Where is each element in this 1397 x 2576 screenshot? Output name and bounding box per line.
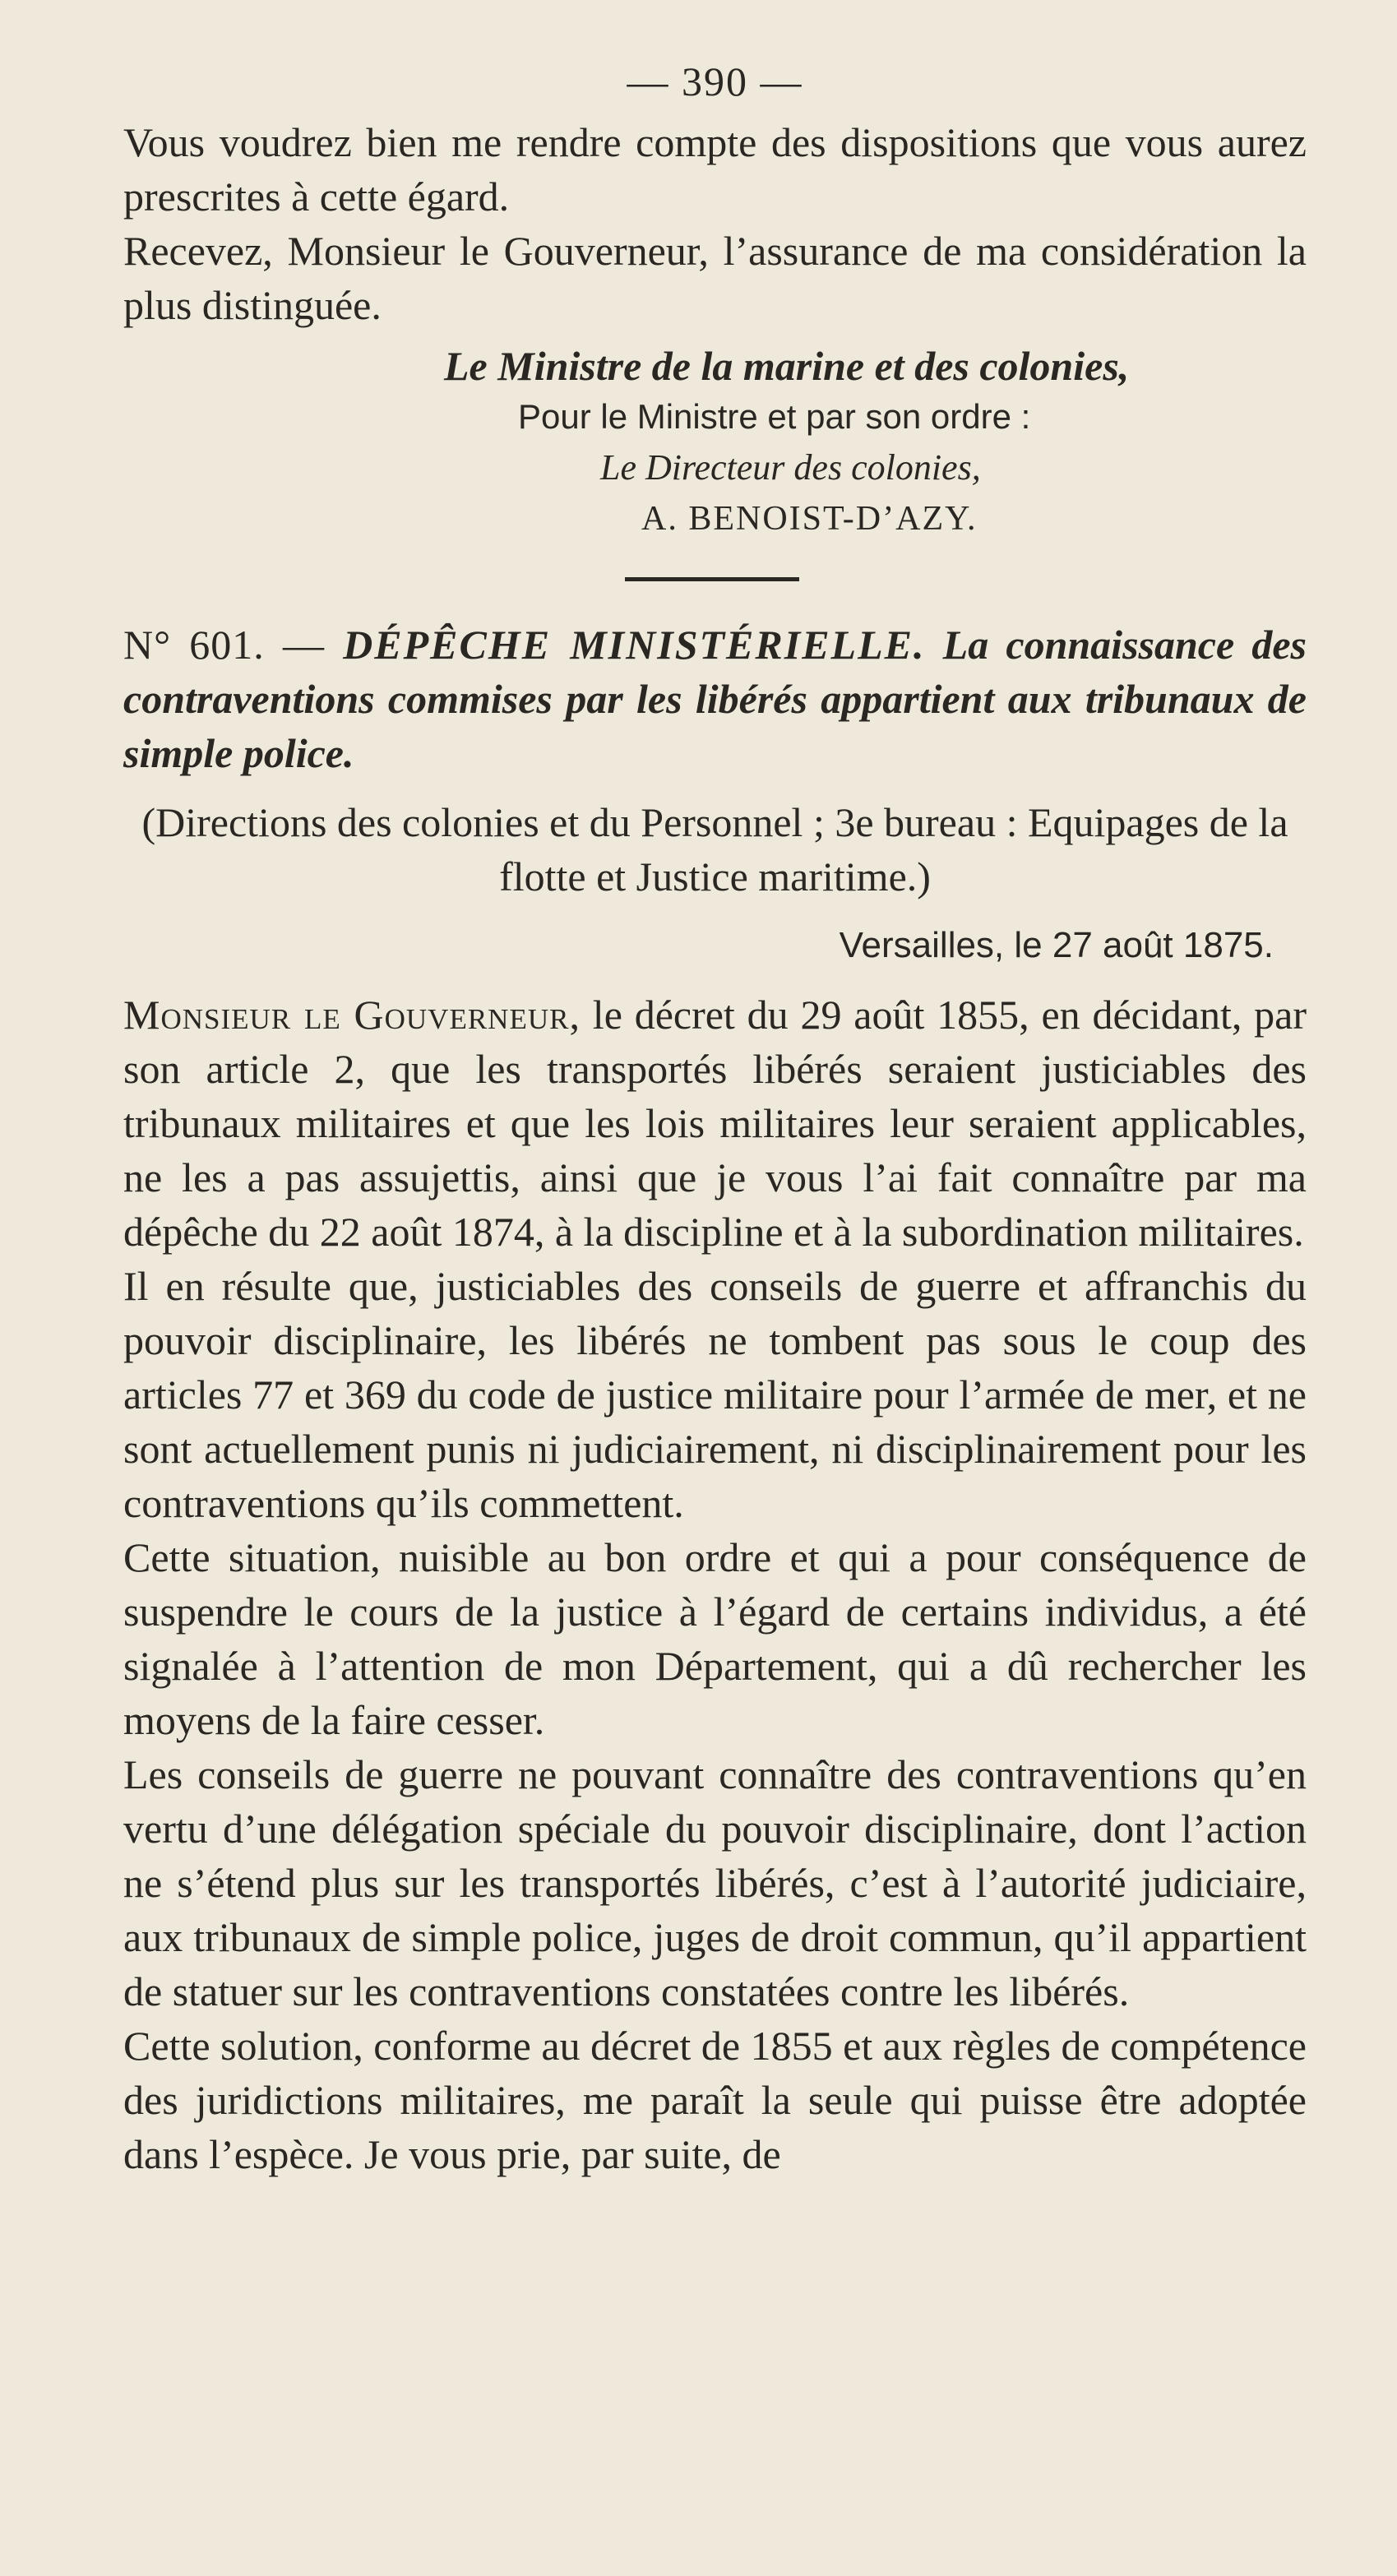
dispatch-kind: DÉPÊCHE MINISTÉRIELLE. (343, 622, 926, 668)
paragraph: Cette solution, conforme au décret de 1855 et aux règles de compétence des juridictions militaires, me paraît la seule qui puisse être adoptée dans l’espèce. Je vous prie, par suite, de (123, 2023, 1307, 2177)
directions-note: (Directions des colonies et du Personnel ; 3e bureau : Equipages de la flotte et Justice maritime.) (141, 799, 1288, 900)
signature-name: A. BENOIST-D’AZY. (641, 500, 978, 538)
paragraph-text: le décret du 29 août 1855, en décidant, par son article 2, que les transportés libérés seraient justiciables des tribunaux militaires et que les lois militaires leur seraient applicables, ne les a pas assujettis, ainsi que je vous l’ai fait connaître par ma dépêche du 22 août 1874, à la discipline et à la subordination militaires. (123, 992, 1307, 1255)
paragraph: Les conseils de guerre ne pouvant connaître des contraventions qu’en vertu d’une délégation spéciale du pouvoir disciplinaire, dont l’action ne s’étend plus sur les transportés libérés, c’est à l’autorité judiciaire, aux tribunaux de simple police, juges de droit commun, qu’il appartient de statuer sur les contraventions constatées contre les libérés. (123, 1751, 1307, 2014)
salutation: Monsieur le Gouverneur, (123, 992, 581, 1038)
signature-block (123, 340, 1307, 544)
dispatch-number: N° 601. — (123, 622, 344, 668)
paragraph: Il en résulte que, justiciables des conseils de guerre et affranchis du pouvoir disciplinaire, les libérés ne tombent pas sous le coup des articles 77 et 369 du code de justice militaire pour l’armée de mer, et ne sont actuellement punis ni judiciairement, ni disciplinairement pour les contraventions qu’ils commettent. (123, 1263, 1307, 1526)
signature-title: Le Ministre de la marine et des colonies, (444, 343, 1130, 389)
section-divider (625, 577, 799, 581)
dispatch-subject: La connaissance des contraventions commises par les libérés appartient aux tribunaux de simple police. (123, 622, 1307, 776)
page-number: — 390 — (627, 58, 803, 104)
signature-delegation: Pour le Ministre et par son ordre : (518, 397, 1031, 436)
dateline: Versailles, le 27 août 1875. (839, 925, 1274, 965)
paragraph: Cette situation, nuisible au bon ordre et qui a pour conséquence de suspendre le cours de la justice à l’égard de certains individus, a été signalée à l’attention de mon Département, qui a dû rechercher les moyens de la faire cesser. (123, 1534, 1307, 1743)
paragraph (123, 987, 1307, 1259)
paragraph: Vous voudrez bien me rendre compte des dispositions que vous aurez prescrites à cette égard. (123, 119, 1307, 220)
signature-role: Le Directeur des colonies, (600, 447, 981, 488)
dispatch-heading (123, 617, 1307, 780)
paragraph: Recevez, Monsieur le Gouverneur, l’assurance de ma considération la plus distinguée. (123, 228, 1307, 328)
